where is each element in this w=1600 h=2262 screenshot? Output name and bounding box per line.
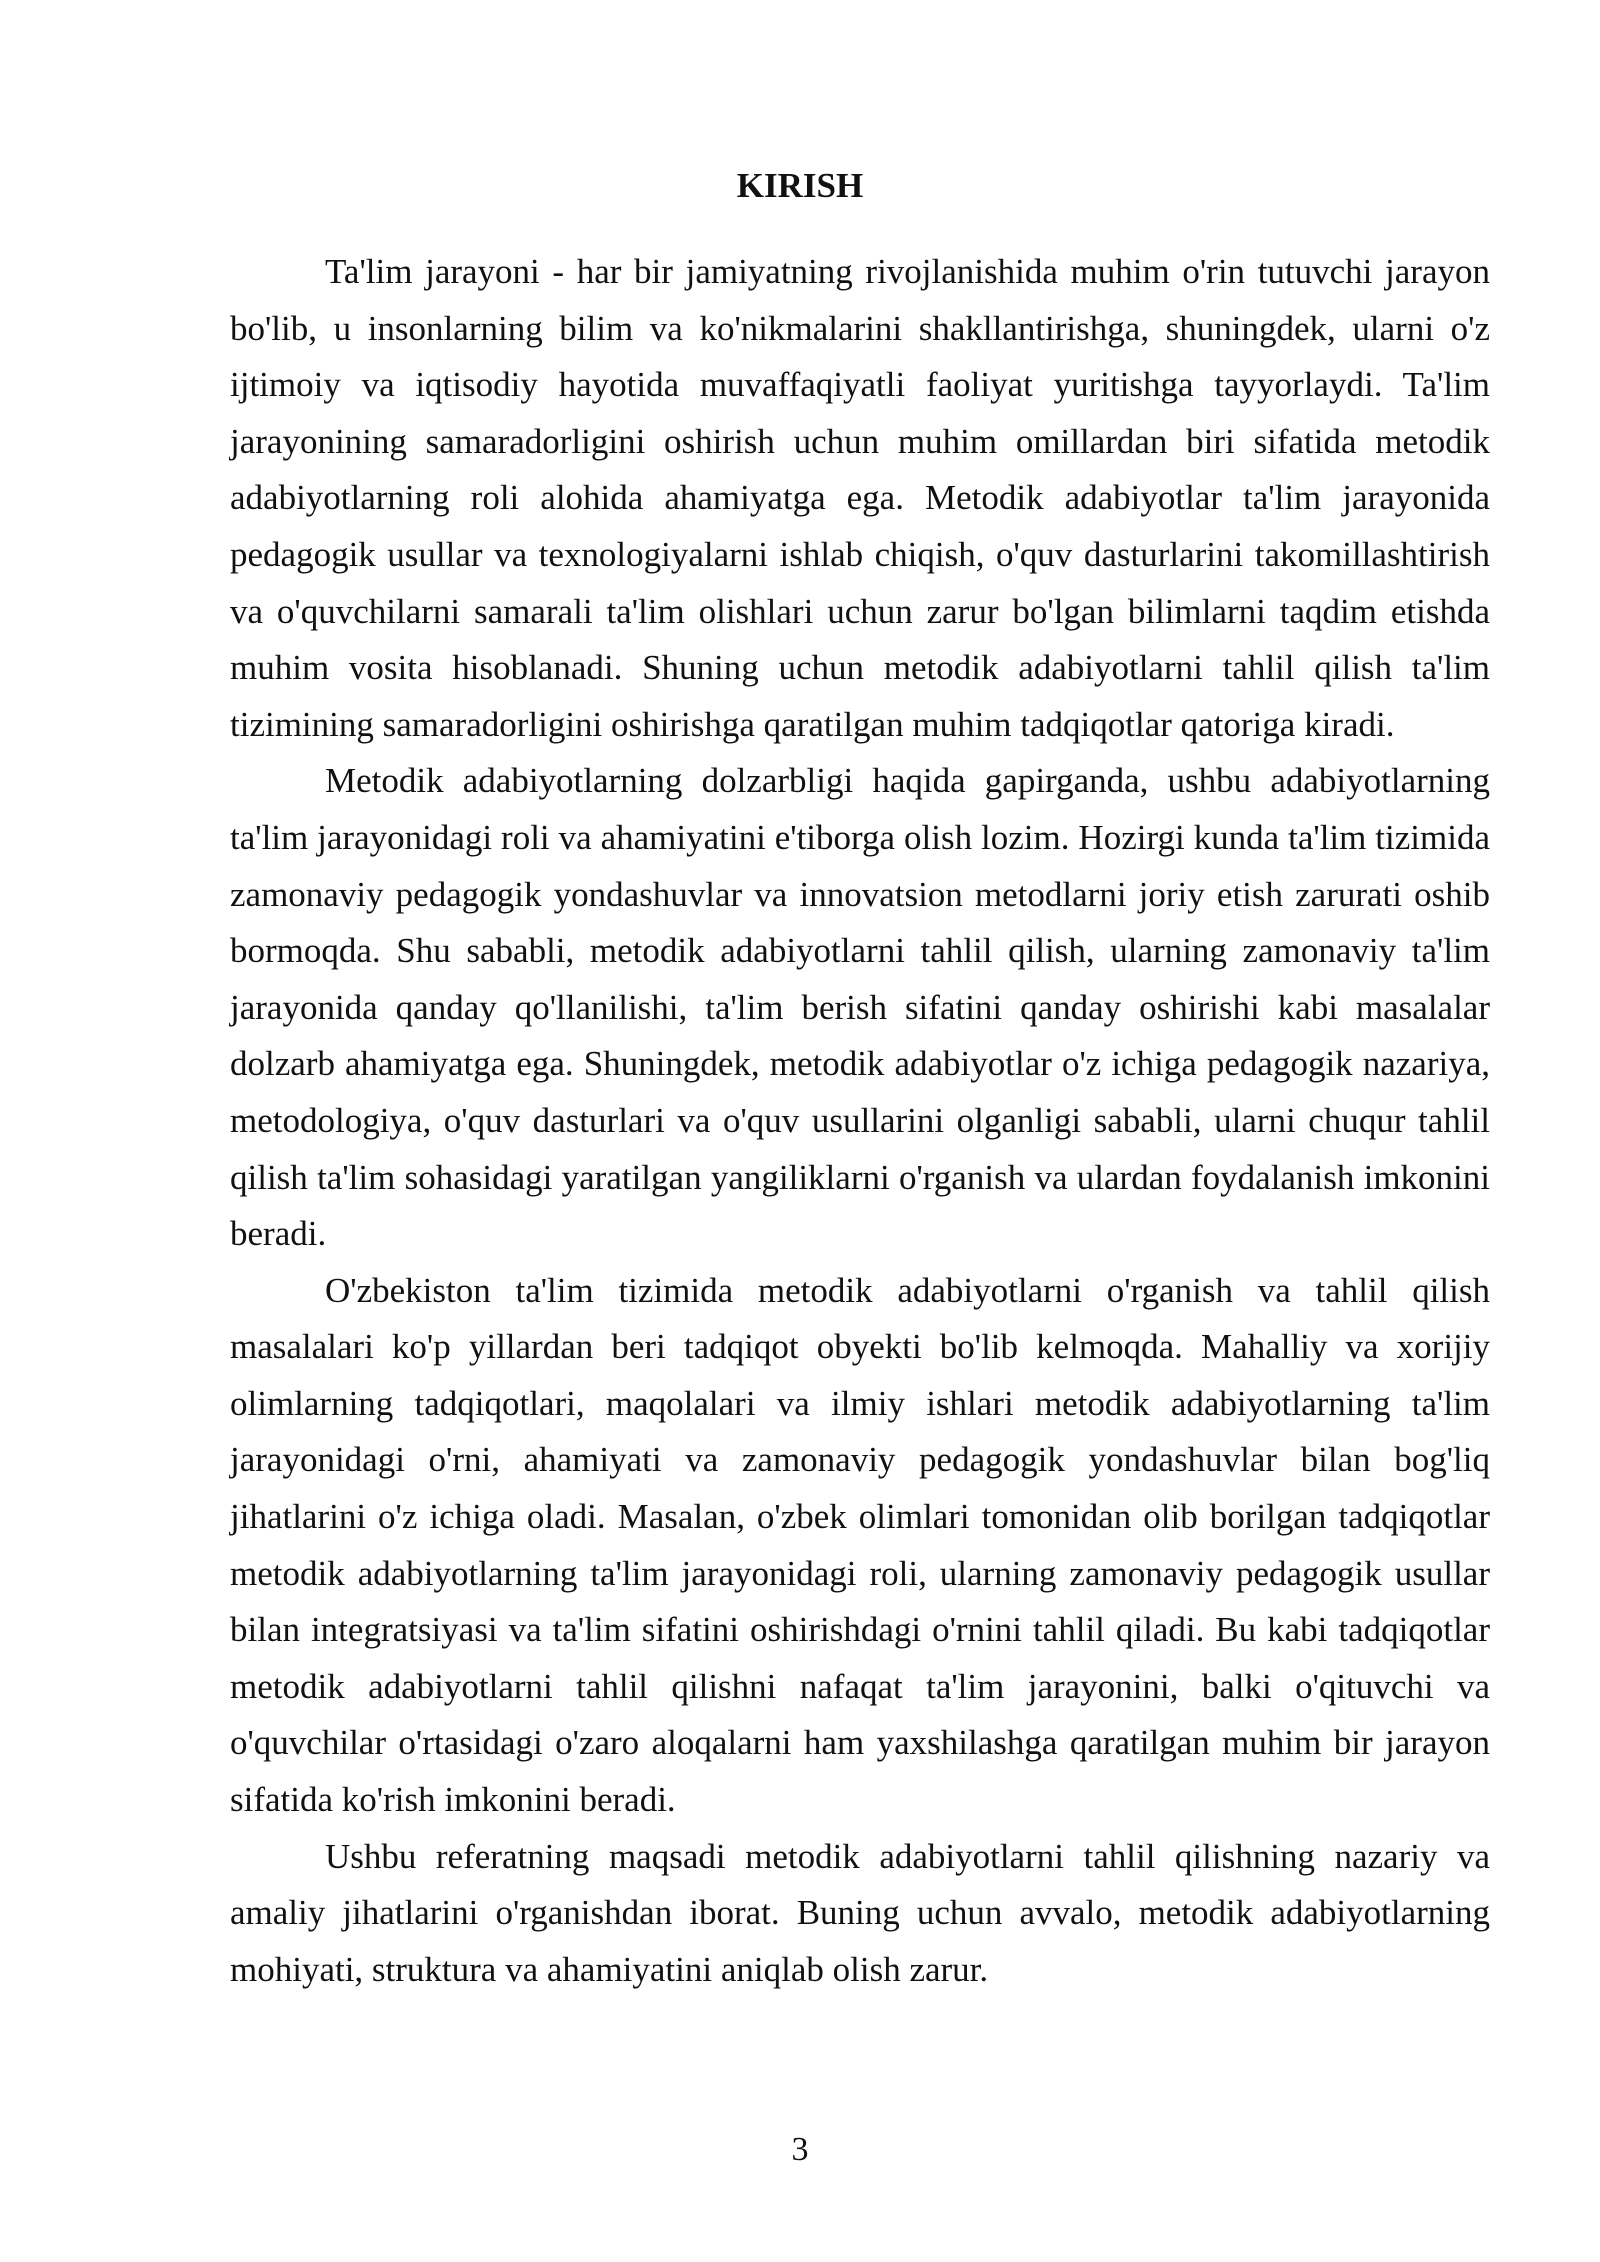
paragraph-3: O'zbekiston ta'lim tizimida metodik adabiyotlarni o'rganish va tahlil qilish masalalari ko'p yillardan beri tadqiqot obyekti bo'lib kelmoqda. Mahalliy va xorijiy olimlarning tadqiqotlari, maqolalari va ilmiy ishlari metodik adabiyotlarning ta'lim jarayonidagi o'rni, ahamiyati va zamonaviy pedagogik yondashuvlar bilan bog'liq jihatlarini o'z ichiga oladi. Masalan, o'zbek olimlari tomonidan olib borilgan tadqiqotlar metodik adabiyotlarning ta'lim jarayonidagi roli, ularning zamonaviy pedagogik usullar bilan integratsiyasi va ta'lim sifatini oshirishdagi o'rnini tahlil qiladi. Bu kabi tadqiqotlar metodik adabiyotlarni tahlil qilishni nafaqat ta'lim jarayonini, balki o'qituvchi va o'quvchilar o'rtasidagi o'zaro aloqalarni ham yaxshilashga qaratilgan muhim bir jarayon sifatida ko'rish imkonini beradi.: [230, 1270, 1490, 1820]
page-number: 3: [791, 2131, 809, 2168]
paragraph-1: Ta'lim jarayoni - har bir jamiyatning rivojlanishida muhim o'rin tutuvchi jarayon bo'lib, u insonlarning bilim va ko'nikmalarini shakllantirishga, shuningdek, ularni o'z ijtimoiy va iqtisodiy hayotida muvaffaqiyatli faoliyat yuritishga tayyorlaydi. Ta'lim jarayonining samaradorligini oshirish uchun muhim omillardan biri sifatida metodik adabiyotlarning roli alohida ahamiyatga ega. Metodik adabiyotlar ta'lim jarayonida pedagogik usullar va texnologiyalarni ishlab chiqish, o'quv dasturlarini takomillashtirish va o'quvchilarni samarali ta'lim olishlari uchun zarur bo'lgan bilimlarni taqdim etishda muhim vosita hisoblanadi. Shuning uchun metodik adabiyotlarni tahlil qilish ta'lim tizimining samaradorligini oshirishga qaratilgan muhim tadqiqotlar qatoriga kiradi.: [230, 252, 1490, 744]
paragraph-4: Ushbu referatning maqsadi metodik adabiyotlarni tahlil qilishning nazariy va amaliy jihatlarini o'rganishdan iborat. Buning uchun avvalo, metodik adabiyotlarning mohiyati, struktura va ahamiyatini aniqlab olish zarur.: [230, 1836, 1490, 1989]
document-body: [230, 244, 1490, 1998]
page-title: KIRISH: [736, 166, 864, 205]
paragraph-2: Metodik adabiyotlarning dolzarbligi haqida gapirganda, ushbu adabiyotlarning ta'lim jarayonidagi roli va ahamiyatini e'tiborga olish lozim. Hozirgi kunda ta'lim tizimida zamonaviy pedagogik yondashuvlar va innovatsion metodlarni joriy etish zarurati oshib bormoqda. Shu sababli, metodik adabiyotlarni tahlil qilish, ularning zamonaviy ta'lim jarayonida qanday qo'llanilishi, ta'lim berish sifatini qanday oshirishi kabi masalalar dolzarb ahamiyatga ega. Shuningdek, metodik adabiyotlar o'z ichiga pedagogik nazariya, metodologiya, o'quv dasturlari va o'quv usullarini olganligi sababli, ularni chuqur tahlil qilish ta'lim sohasidagi yaratilgan yangiliklarni o'rganish va ulardan foydalanish imkonini beradi.: [230, 761, 1490, 1254]
